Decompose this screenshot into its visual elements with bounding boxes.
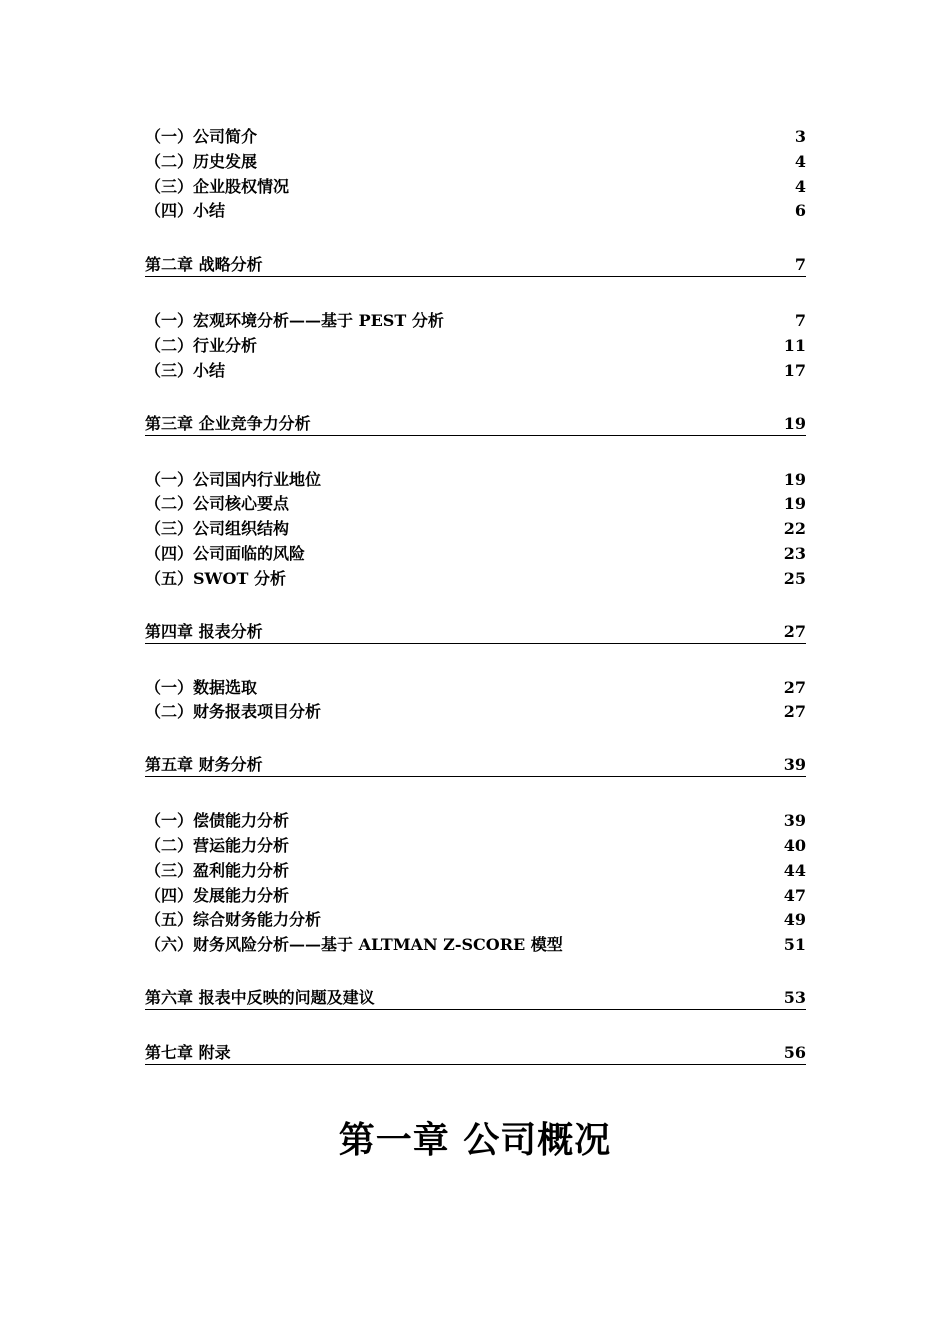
toc-entry-page: 27 xyxy=(783,677,806,697)
toc-entry-page: 19 xyxy=(783,494,806,514)
toc-entry[interactable] xyxy=(145,700,806,725)
toc-chapter-5[interactable] xyxy=(145,754,806,777)
toc-entry[interactable] xyxy=(145,175,806,200)
toc-entry[interactable] xyxy=(145,834,806,859)
toc-chapter-label: 第三章 企业竞争力分析 xyxy=(145,413,311,433)
toc-entry-label: （三）企业股权情况 xyxy=(145,176,290,196)
toc-entry-page: 27 xyxy=(783,702,806,722)
toc-entry-page: 51 xyxy=(783,935,806,955)
toc-entry-label: （一）宏观环境分析——基于 PEST 分析 xyxy=(145,311,444,331)
toc-chapter-page: 56 xyxy=(783,1042,806,1062)
toc-chapter-7[interactable] xyxy=(145,1042,806,1065)
toc-entry-page: 11 xyxy=(783,335,806,355)
toc-chapter-3[interactable] xyxy=(145,413,806,436)
toc-chapter-label: 第六章 报表中反映的问题及建议 xyxy=(145,987,375,1007)
toc-entry[interactable] xyxy=(145,309,806,334)
toc-entry-label: （二）行业分析 xyxy=(145,335,258,355)
toc-chapter-page: 53 xyxy=(783,987,806,1007)
toc-entry-page: 4 xyxy=(794,151,806,171)
toc-entry-label: （三）小结 xyxy=(145,360,226,380)
toc-entry[interactable] xyxy=(145,676,806,701)
toc-entry[interactable] xyxy=(145,517,806,542)
toc-entry-label: （四）公司面临的风险 xyxy=(145,543,306,563)
toc-entry-page: 4 xyxy=(794,176,806,196)
toc-entry-label: （三）盈利能力分析 xyxy=(145,860,290,880)
toc-entry-page: 49 xyxy=(783,910,806,930)
toc-entry[interactable] xyxy=(145,125,806,150)
toc-entry-label: （六）财务风险分析——基于 ALTMAN Z-SCORE 模型 xyxy=(145,935,563,955)
toc-entry-label: （二）公司核心要点 xyxy=(145,494,290,514)
toc-entry-label: （二）营运能力分析 xyxy=(145,835,290,855)
toc-entry-label: （五）综合财务能力分析 xyxy=(145,910,322,930)
toc-entry-label: （一）偿债能力分析 xyxy=(145,811,290,831)
toc-entry[interactable] xyxy=(145,859,806,884)
toc-entry-page: 40 xyxy=(783,835,806,855)
toc-entry[interactable] xyxy=(145,199,806,224)
table-of-contents xyxy=(145,125,806,1097)
toc-entry[interactable] xyxy=(145,359,806,384)
toc-chapter-page: 19 xyxy=(783,413,806,433)
toc-entry-page: 39 xyxy=(783,811,806,831)
toc-entry-label: （二）历史发展 xyxy=(145,151,258,171)
toc-entry-page: 17 xyxy=(783,360,806,380)
toc-entry[interactable] xyxy=(145,542,806,567)
toc-entry-label: （三）公司组织结构 xyxy=(145,519,290,539)
toc-chapter-label: 第七章 附录 xyxy=(145,1042,231,1062)
toc-entry-label: （一）公司国内行业地位 xyxy=(145,469,322,489)
toc-entry-page: 6 xyxy=(794,201,806,221)
toc-chapter-page: 7 xyxy=(794,255,806,275)
toc-entry-label: （五）SWOT 分析 xyxy=(145,568,286,588)
toc-entry[interactable] xyxy=(145,884,806,909)
toc-entry-page: 44 xyxy=(783,860,806,880)
toc-entry-page: 3 xyxy=(794,127,806,146)
chapter-heading: 第一章 公司概况 xyxy=(338,1119,612,1161)
toc-entry-label: （四）发展能力分析 xyxy=(145,885,290,905)
toc-entry-page: 7 xyxy=(794,311,806,331)
toc-entry[interactable] xyxy=(145,908,806,933)
toc-chapter-page: 27 xyxy=(783,621,806,641)
toc-entry[interactable] xyxy=(145,567,806,592)
toc-entry[interactable] xyxy=(145,933,806,958)
toc-entry[interactable] xyxy=(145,150,806,175)
toc-chapter-2[interactable] xyxy=(145,254,806,277)
toc-entry[interactable] xyxy=(145,809,806,834)
toc-chapter-label: 第四章 报表分析 xyxy=(145,621,263,641)
toc-chapter-4[interactable] xyxy=(145,621,806,644)
toc-chapter-label: 第二章 战略分析 xyxy=(145,255,263,275)
toc-entry[interactable] xyxy=(145,334,806,359)
toc-entry[interactable] xyxy=(145,492,806,517)
toc-entry-label: （一）数据选取 xyxy=(145,677,258,697)
toc-entry-page: 25 xyxy=(783,568,806,588)
toc-chapter-6[interactable] xyxy=(145,987,806,1010)
toc-entry-page: 19 xyxy=(783,469,806,489)
toc-entry-page: 23 xyxy=(783,543,806,563)
toc-chapter-page: 39 xyxy=(783,755,806,775)
toc-chapter-label: 第五章 财务分析 xyxy=(145,755,263,775)
toc-entry-page: 22 xyxy=(783,519,806,539)
toc-entry[interactable] xyxy=(145,468,806,493)
toc-entry-page: 47 xyxy=(783,885,806,905)
toc-entry-label: （一）公司简介 xyxy=(145,127,258,146)
toc-entry-label: （四）小结 xyxy=(145,201,226,221)
toc-entry-label: （二）财务报表项目分析 xyxy=(145,702,322,722)
